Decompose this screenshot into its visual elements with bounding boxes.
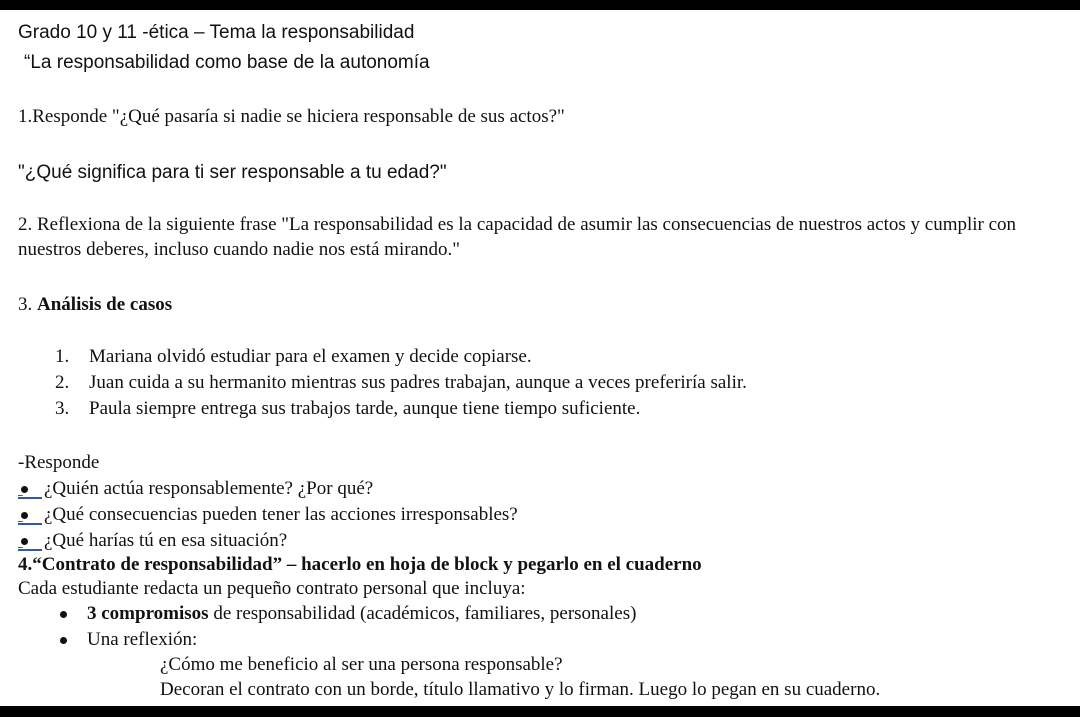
respond-question — [18, 503, 518, 527]
question-2: 2. Reflexiona de la siguiente frase "La responsabilidad es la capacidad de asumir las consecuencias de nuestros actos y cumplir con nuestros deberes, incluso cuando nadie nos está mirando." — [18, 214, 1017, 260]
question-4-title: 4.“Contrato de responsabilidad” – hacerlo en hoja de block y pegarlo en el cuaderno — [18, 554, 702, 575]
contract-item — [60, 602, 636, 626]
grade-line: Grado 10 y 11 -ética – Tema la responsabilidad — [18, 22, 415, 43]
contract-item-text: Una reflexión: — [87, 629, 198, 650]
respond-question — [18, 529, 287, 553]
bullet-icon — [18, 477, 44, 501]
question-1: 1.Responde "¿Qué pasaría si nadie se hiciera responsable de sus actos?" — [18, 106, 565, 127]
bullet-icon — [60, 637, 67, 644]
case-number: 3. — [55, 398, 70, 419]
document-page — [0, 10, 1080, 706]
bullet-icon — [18, 529, 44, 553]
case-item — [55, 397, 640, 421]
case-text: Mariana olvidó estudiar para el examen y decide copiarse. — [89, 346, 532, 367]
contract-item-text: de responsabilidad (académicos, familiares, personales) — [208, 603, 637, 624]
case-number: 2. — [55, 372, 70, 393]
case-item — [55, 345, 532, 369]
bullet-icon — [60, 611, 67, 618]
question-3-title: Análisis de casos — [37, 294, 173, 315]
question-1-followup: "¿Qué significa para ti ser responsable a tu edad?" — [18, 162, 447, 183]
case-text: Juan cuida a su hermanito mientras sus padres trabajan, aunque a veces preferiría salir. — [89, 372, 747, 393]
closing-instruction: Decoran el contrato con un borde, título llamativo y lo firman. Luego lo pegan en su cuaderno. — [160, 679, 881, 700]
case-number: 1. — [55, 346, 70, 367]
question-3-prefix: 3. — [18, 294, 37, 315]
question-3-heading — [18, 293, 172, 317]
respond-question-text: ¿Qué harías tú en esa situación? — [44, 530, 288, 551]
respond-question — [18, 477, 373, 501]
case-item — [55, 371, 747, 395]
contract-item — [60, 628, 197, 652]
respond-question-text: ¿Quién actúa responsablemente? ¿Por qué? — [44, 478, 374, 499]
reflection-question: ¿Cómo me beneficio al ser una persona responsable? — [160, 654, 563, 675]
subtitle: “La responsabilidad como base de la autonomía — [24, 52, 430, 73]
respond-label: -Responde — [18, 452, 100, 473]
question-4-intro: Cada estudiante redacta un pequeño contrato personal que incluya: — [18, 578, 526, 599]
bullet-icon — [18, 503, 44, 527]
case-text: Paula siempre entrega sus trabajos tarde, aunque tiene tiempo suficiente. — [89, 398, 641, 419]
respond-question-text: ¿Qué consecuencias pueden tener las acciones irresponsables? — [44, 504, 518, 525]
contract-item-bold: 3 compromisos — [87, 603, 209, 624]
